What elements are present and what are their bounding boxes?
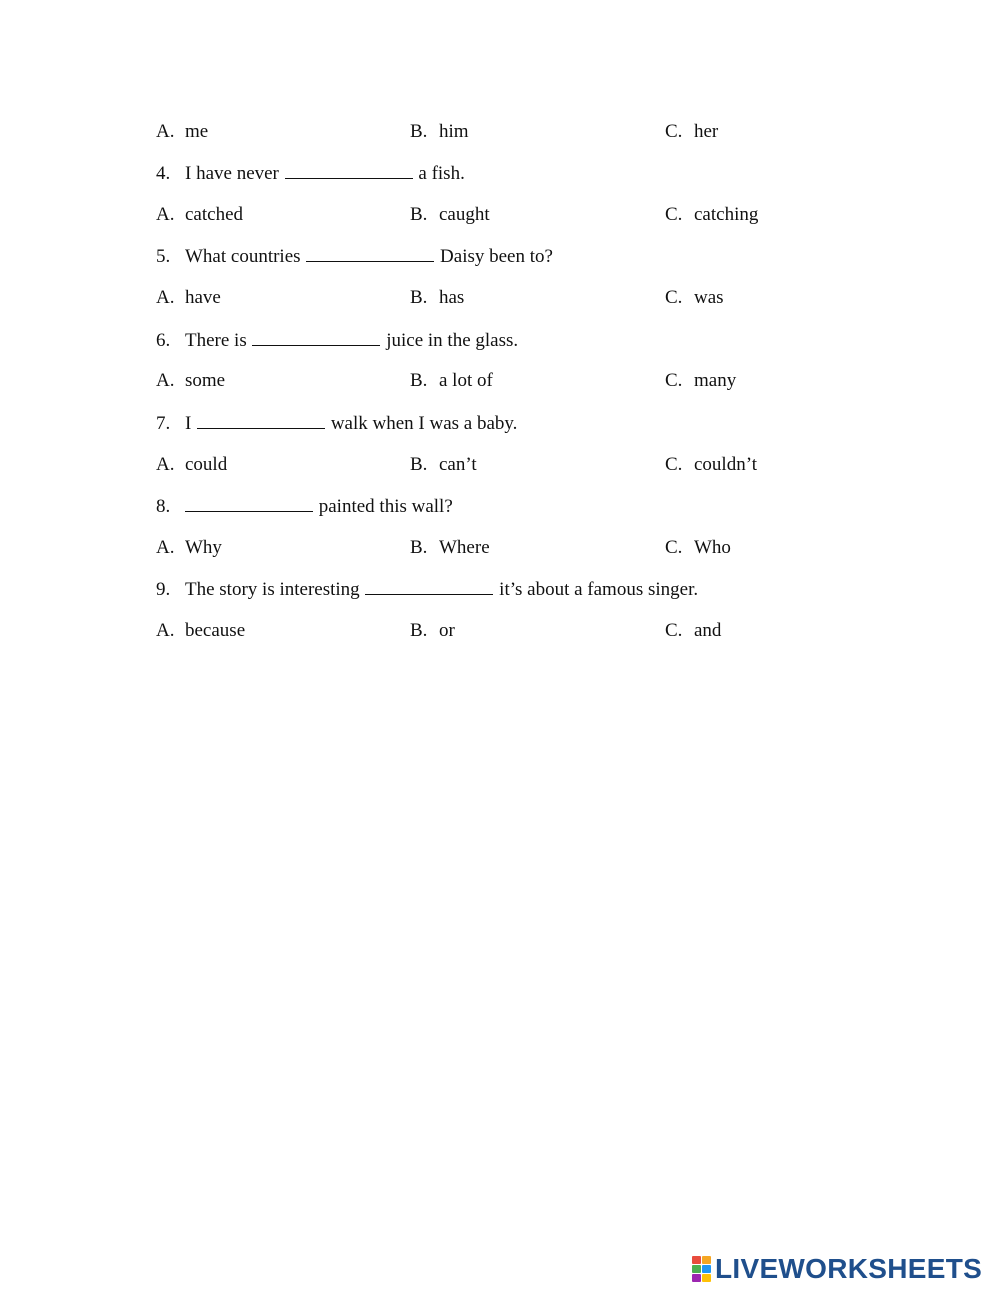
option-c[interactable]: C. catching	[665, 204, 759, 225]
logo-block-icon	[692, 1265, 701, 1273]
question-4	[156, 160, 465, 186]
question-5	[156, 243, 553, 269]
option-b[interactable]: B. caught	[410, 204, 490, 225]
logo-block-icon	[692, 1256, 701, 1264]
answer-blank[interactable]	[285, 160, 413, 179]
option-a[interactable]: A. catched	[156, 204, 244, 225]
option-c[interactable]: C. and	[665, 620, 722, 641]
question-8	[156, 493, 453, 519]
option-b[interactable]: B. has	[410, 287, 465, 308]
question-6	[156, 327, 518, 353]
question-number: 9.	[156, 579, 171, 600]
option-a[interactable]: A. me	[156, 121, 209, 142]
question-text-before: I	[185, 413, 192, 434]
liveworksheets-logo	[692, 1254, 982, 1284]
question-9	[156, 576, 698, 602]
option-b[interactable]: B. can’t	[410, 454, 477, 475]
question-text-before: What countries	[185, 246, 301, 267]
option-a[interactable]: A. have	[156, 287, 221, 308]
question-text-after: juice in the glass.	[386, 330, 519, 351]
option-a[interactable]: A. Why	[156, 537, 222, 558]
question-number: 4.	[156, 163, 171, 184]
question-text-after: it’s about a famous singer.	[499, 579, 699, 600]
question-text-before: The story is interesting	[185, 579, 360, 600]
question-text-before: There is	[185, 330, 247, 351]
answer-blank[interactable]	[252, 327, 380, 346]
question-text-before: I have never	[185, 163, 279, 184]
logo-block-icon	[692, 1274, 701, 1282]
question-text-after: a fish.	[418, 163, 465, 184]
question-text-after: painted this wall?	[318, 496, 453, 517]
question-text-after: Daisy been to?	[440, 246, 553, 267]
option-a[interactable]: A. because	[156, 620, 246, 641]
option-b[interactable]: B. Where	[410, 537, 490, 558]
logo-block-icon	[702, 1256, 711, 1264]
option-a[interactable]: A. could	[156, 454, 228, 475]
option-c[interactable]: C. many	[665, 370, 737, 391]
answer-blank[interactable]	[365, 576, 493, 595]
logo-text: LIVEWORKSHEETS	[715, 1253, 983, 1284]
question-number: 8.	[156, 496, 171, 517]
question-number: 6.	[156, 330, 171, 351]
option-c[interactable]: C. couldn’t	[665, 454, 757, 475]
answer-blank[interactable]	[197, 410, 325, 429]
option-c[interactable]: C. Who	[665, 537, 731, 558]
question-number: 5.	[156, 246, 171, 267]
logo-block-icon	[702, 1274, 711, 1282]
option-c[interactable]: C. her	[665, 121, 719, 142]
question-number: 7.	[156, 413, 171, 434]
option-a[interactable]: A. some	[156, 370, 226, 391]
question-7	[156, 410, 517, 436]
liveworksheets-logo-icon	[692, 1256, 712, 1282]
option-b[interactable]: B. him	[410, 121, 469, 142]
option-b[interactable]: B. a lot of	[410, 370, 493, 391]
option-b[interactable]: B. or	[410, 620, 455, 641]
answer-blank[interactable]	[185, 493, 313, 512]
option-c[interactable]: C. was	[665, 287, 724, 308]
logo-block-icon	[702, 1265, 711, 1273]
answer-blank[interactable]	[306, 243, 434, 262]
question-text-after: walk when I was a baby.	[330, 413, 518, 434]
